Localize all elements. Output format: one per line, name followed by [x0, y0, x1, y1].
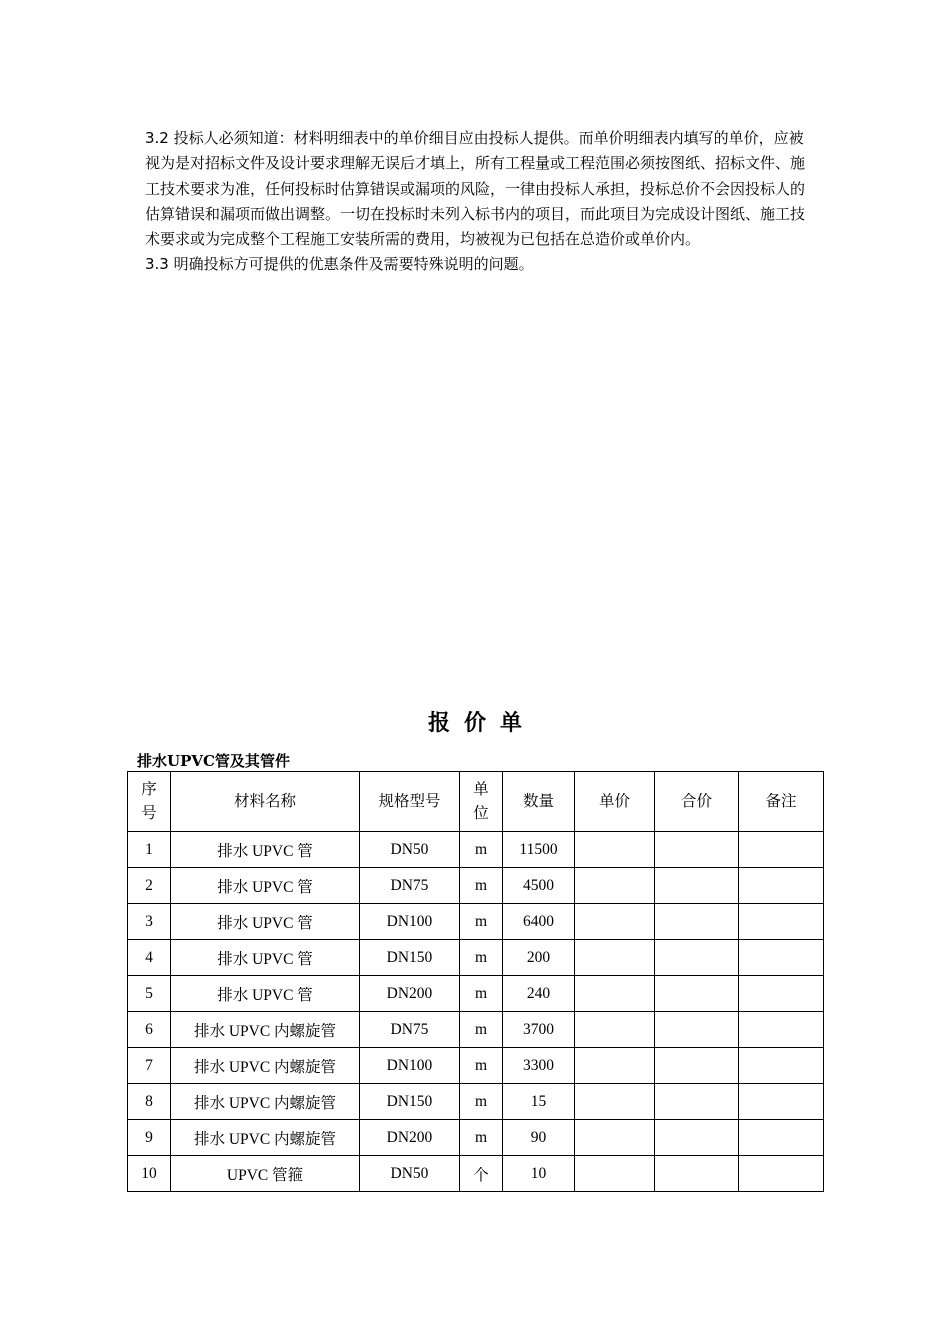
header-qty: 数量 — [503, 772, 575, 832]
cell-total — [655, 832, 739, 868]
cell-price — [575, 1048, 655, 1084]
cell-unit: m — [460, 1084, 503, 1120]
cell-qty: 4500 — [503, 868, 575, 904]
cell-unit: m — [460, 904, 503, 940]
table-row — [128, 904, 824, 940]
table-row — [128, 1120, 824, 1156]
cell-price — [575, 904, 655, 940]
cell-spec: DN150 — [360, 1084, 460, 1120]
cell-qty: 3300 — [503, 1048, 575, 1084]
cell-remark — [739, 1156, 824, 1192]
cell-price — [575, 940, 655, 976]
cell-total — [655, 1084, 739, 1120]
cell-spec: DN75 — [360, 868, 460, 904]
cell-unit: m — [460, 868, 503, 904]
cell-total — [655, 940, 739, 976]
cell-name: 排水 UPVC 管 — [171, 832, 360, 868]
cell-remark — [739, 832, 824, 868]
cell-remark — [739, 1012, 824, 1048]
quote-table-body — [128, 832, 824, 1192]
table-row — [128, 1084, 824, 1120]
cell-qty: 6400 — [503, 904, 575, 940]
cell-price — [575, 1120, 655, 1156]
table-row — [128, 976, 824, 1012]
cell-qty: 15 — [503, 1084, 575, 1120]
cell-price — [575, 832, 655, 868]
cell-name: 排水 UPVC 管 — [171, 868, 360, 904]
cell-no: 10 — [128, 1156, 171, 1192]
quote-subtitle: 排水UPVC管及其管件 — [137, 752, 290, 770]
cell-spec: DN50 — [360, 1156, 460, 1192]
cell-unit: m — [460, 976, 503, 1012]
cell-qty: 10 — [503, 1156, 575, 1192]
cell-no: 5 — [128, 976, 171, 1012]
cell-name: UPVC 管箍 — [171, 1156, 360, 1192]
cell-total — [655, 1156, 739, 1192]
header-unit: 单 位 — [460, 772, 503, 832]
cell-unit: m — [460, 1048, 503, 1084]
cell-name: 排水 UPVC 管 — [171, 976, 360, 1012]
cell-price — [575, 976, 655, 1012]
table-row — [128, 832, 824, 868]
cell-unit: m — [460, 832, 503, 868]
cell-total — [655, 1048, 739, 1084]
cell-no: 8 — [128, 1084, 171, 1120]
cell-total — [655, 868, 739, 904]
table-row — [128, 940, 824, 976]
header-total: 合价 — [655, 772, 739, 832]
cell-qty: 11500 — [503, 832, 575, 868]
cell-no: 4 — [128, 940, 171, 976]
cell-remark — [739, 976, 824, 1012]
cell-spec: DN150 — [360, 940, 460, 976]
cell-spec: DN200 — [360, 976, 460, 1012]
cell-qty: 90 — [503, 1120, 575, 1156]
cell-spec: DN100 — [360, 1048, 460, 1084]
cell-no: 3 — [128, 904, 171, 940]
cell-price — [575, 1012, 655, 1048]
cell-name: 排水 UPVC 内螺旋管 — [171, 1084, 360, 1120]
table-row — [128, 1012, 824, 1048]
cell-unit: m — [460, 1120, 503, 1156]
cell-name: 排水 UPVC 管 — [171, 940, 360, 976]
cell-unit: m — [460, 1012, 503, 1048]
cell-price — [575, 1156, 655, 1192]
cell-no: 2 — [128, 868, 171, 904]
table-row — [128, 1156, 824, 1192]
header-spec: 规格型号 — [360, 772, 460, 832]
paragraph-3-2: 3.2 投标人必须知道：材料明细表中的单价细目应由投标人提供。而单价明细表内填写的单价，应被视为是对招标文件及设计要求理解无误后才填上，所有工程量或工程范围必须按图纸、招标文件、施工技术要求为准，任何投标时估算错误或漏项的风险，一律由投标人承担，投标总价不会因投标人的估算错误和漏项而做出调整。一切在投标时未列入标书内的项目，而此项目为完成设计图纸、施工技术要求或为完成整个工程施工安装所需的费用，均被视为已包括在总造价或单价内。 — [145, 129, 806, 249]
cell-remark — [739, 1084, 824, 1120]
table-row — [128, 1048, 824, 1084]
cell-total — [655, 904, 739, 940]
cell-no: 9 — [128, 1120, 171, 1156]
paragraph-3-3: 3.3 明确投标方可提供的优惠条件及需要特殊说明的问题。 — [145, 255, 534, 274]
cell-name: 排水 UPVC 内螺旋管 — [171, 1120, 360, 1156]
quote-title: 报价单 — [427, 710, 536, 736]
header-price: 单价 — [575, 772, 655, 832]
header-remark: 备注 — [739, 772, 824, 832]
cell-unit: 个 — [460, 1156, 503, 1192]
cell-no: 7 — [128, 1048, 171, 1084]
cell-spec: DN100 — [360, 904, 460, 940]
cell-qty: 200 — [503, 940, 575, 976]
header-no: 序 号 — [128, 772, 171, 832]
cell-total — [655, 1012, 739, 1048]
intro-text — [145, 126, 810, 278]
cell-total — [655, 1120, 739, 1156]
cell-remark — [739, 1120, 824, 1156]
cell-remark — [739, 1048, 824, 1084]
cell-qty: 240 — [503, 976, 575, 1012]
quote-table — [127, 771, 824, 1192]
cell-no: 6 — [128, 1012, 171, 1048]
header-name: 材料名称 — [171, 772, 360, 832]
cell-qty: 3700 — [503, 1012, 575, 1048]
cell-total — [655, 976, 739, 1012]
cell-remark — [739, 904, 824, 940]
cell-price — [575, 868, 655, 904]
header-row — [128, 772, 824, 832]
cell-unit: m — [460, 940, 503, 976]
cell-remark — [739, 940, 824, 976]
cell-spec: DN50 — [360, 832, 460, 868]
cell-name: 排水 UPVC 内螺旋管 — [171, 1012, 360, 1048]
cell-spec: DN75 — [360, 1012, 460, 1048]
table-row — [128, 868, 824, 904]
cell-price — [575, 1084, 655, 1120]
cell-remark — [739, 868, 824, 904]
cell-name: 排水 UPVC 管 — [171, 904, 360, 940]
cell-spec: DN200 — [360, 1120, 460, 1156]
cell-name: 排水 UPVC 内螺旋管 — [171, 1048, 360, 1084]
cell-no: 1 — [128, 832, 171, 868]
